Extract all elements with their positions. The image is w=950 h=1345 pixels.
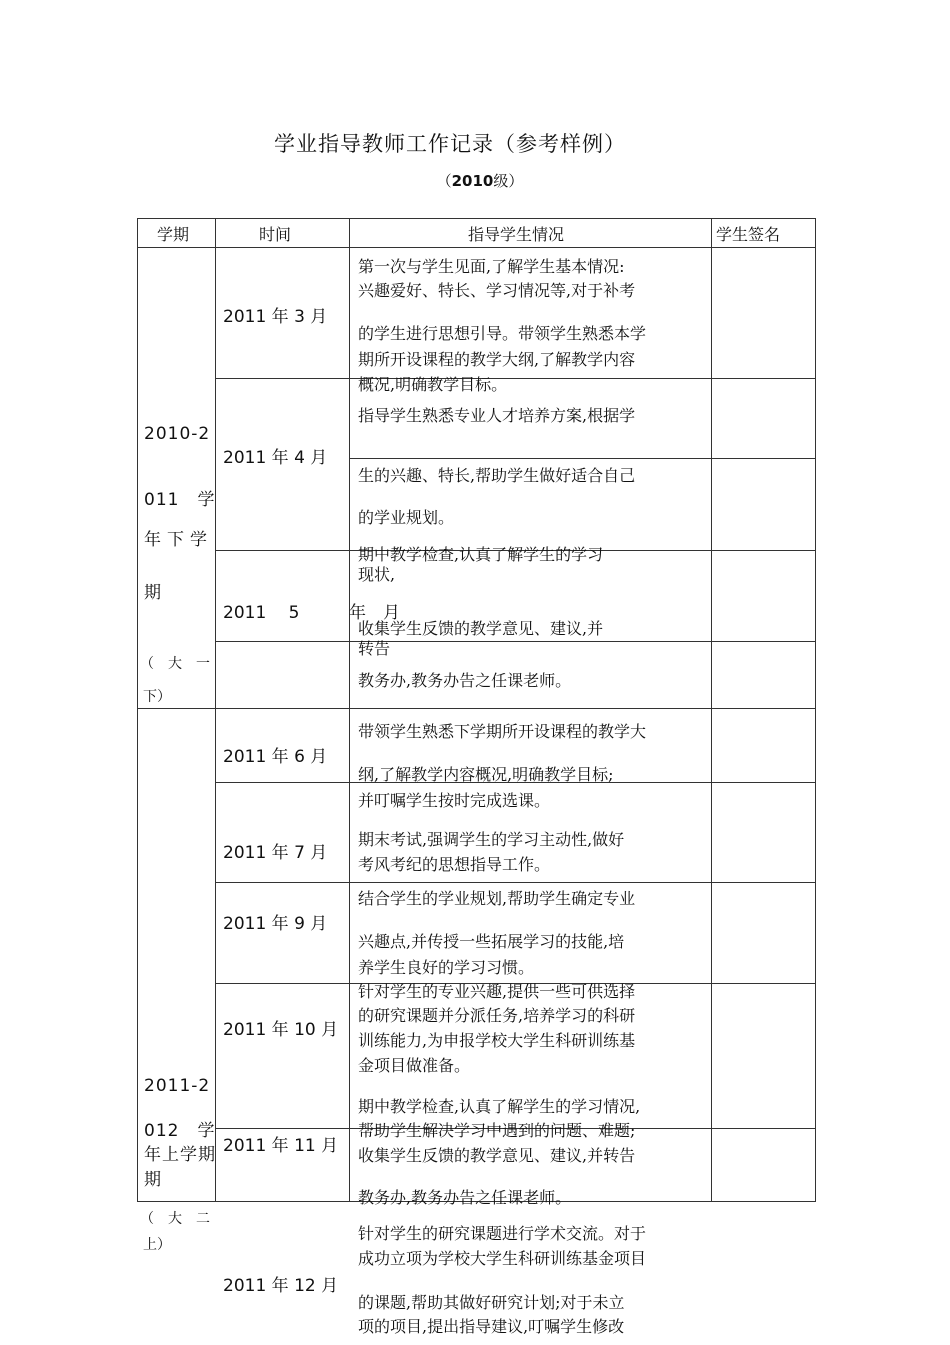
content-line: 期中教学检查,认真了解学生的学习	[358, 545, 604, 564]
table-border-right	[815, 218, 816, 1202]
content-line: 教务办,教务办告之任课老师。	[358, 1188, 572, 1207]
content-line: 现状,	[358, 565, 396, 584]
time-cell: 2011 年 6 月	[223, 747, 328, 767]
table-row-line	[349, 458, 816, 459]
time-cell: 2011 年 12 月	[223, 1276, 339, 1296]
semester-1-note2: 下）	[143, 689, 171, 705]
header-time: 时间	[259, 225, 292, 244]
content-line: 考风考纪的思想指导工作。	[358, 855, 551, 874]
semester-2-line3: 年上学期	[144, 1145, 216, 1165]
time-cell: 2011 年 3 月	[223, 307, 328, 327]
content-line: 概况,明确教学目标。	[358, 375, 508, 394]
content-line: 兴趣点,并传授一些拓展学习的技能,培	[358, 932, 625, 951]
content-line: 针对学生的专业兴趣,提供一些可供选择	[358, 982, 636, 1001]
header-signature: 学生签名	[716, 225, 781, 244]
content-line: 指导学生熟悉专业人才培养方案,根据学	[358, 406, 636, 425]
content-line: 的学业规划。	[358, 508, 455, 527]
content-line: 转告	[358, 639, 391, 658]
table-row-line	[215, 378, 816, 379]
content-line: 成功立项为学校大学生科研训练基金项目	[358, 1249, 647, 1268]
header-semester: 学期	[157, 225, 190, 244]
semester-1-line1: 2010-2	[144, 424, 211, 444]
semester-2-line1: 2011-2	[144, 1076, 211, 1096]
table-border-left	[137, 218, 138, 1202]
semester-2-line4: 期	[144, 1170, 162, 1190]
content-line: 收集学生反馈的教学意见、建议,并	[358, 619, 604, 638]
content-line: 第一次与学生见面,了解学生基本情况:	[358, 257, 625, 276]
subtitle-open: （	[436, 172, 452, 190]
semester-1-line4: 期	[144, 583, 162, 603]
content-line: 的学生进行思想引导。带领学生熟悉本学	[358, 324, 647, 343]
time-cell: 年 月	[349, 603, 400, 623]
table-border-top	[137, 218, 816, 219]
table-row-line	[215, 882, 816, 883]
content-line: 的课题,帮助其做好研究计划;对于未立	[358, 1293, 625, 1312]
semester-2-note1: （ 大 二	[140, 1211, 210, 1227]
content-line: 项的项目,提出指导建议,叮嘱学生修改	[358, 1317, 625, 1336]
content-line: 帮助学生解决学习中遇到的问题、难题;	[358, 1121, 636, 1140]
time-cell: 2011 年 7 月	[223, 843, 328, 863]
content-line: 的研究课题并分派任务,培养学习的科研	[358, 1006, 636, 1025]
time-cell: 2011 年 10 月	[223, 1020, 339, 1040]
content-line: 收集学生反馈的教学意见、建议,并转告	[358, 1146, 636, 1165]
time-cell: 2011 5	[223, 603, 300, 623]
table-header-line	[137, 247, 816, 248]
content-line: 纲,了解教学内容概况,明确教学目标;	[358, 765, 614, 784]
semester-1-line2: 011 学	[144, 490, 216, 510]
content-line: 结合学生的学业规划,帮助学生确定专业	[358, 889, 636, 908]
content-line: 期末考试,强调学生的学习主动性,做好	[358, 830, 625, 849]
semester-1-note1: （ 大 一	[140, 656, 210, 672]
content-line: 并叮嘱学生按时完成选课。	[358, 791, 551, 810]
table-col-line	[349, 218, 350, 1202]
content-line: 期中教学检查,认真了解学生的学习情况,	[358, 1097, 641, 1116]
content-line: 养学生良好的学习习惯。	[358, 958, 535, 977]
header-guidance: 指导学生情况	[468, 225, 565, 244]
content-line: 金项目做准备。	[358, 1056, 471, 1075]
subtitle-suffix: 级）	[493, 172, 524, 190]
time-cell: 2011 年 4 月	[223, 448, 328, 468]
time-cell: 2011 年 11 月	[223, 1136, 339, 1156]
content-line: 带领学生熟悉下学期所开设课程的教学大	[358, 722, 647, 741]
content-line: 期所开设课程的教学大纲,了解教学内容	[358, 350, 636, 369]
page-title: 学业指导教师工作记录（参考样例）	[274, 132, 626, 156]
content-line: 训练能力,为申报学校大学生科研训练基	[358, 1031, 636, 1050]
content-line: 教务办,教务办告之任课老师。	[358, 671, 572, 690]
table-col-line	[711, 218, 712, 1202]
semester-1-line3: 年下学	[144, 530, 213, 550]
semester-2-note2: 上）	[143, 1237, 171, 1253]
semester-2-line2: 012 学	[144, 1121, 216, 1141]
content-line: 兴趣爱好、特长、学习情况等,对于补考	[358, 281, 636, 300]
table-col-line	[215, 218, 216, 1202]
content-line: 生的兴趣、特长,帮助学生做好适合自己	[358, 466, 636, 485]
time-cell: 2011 年 9 月	[223, 914, 328, 934]
subtitle-year: 2010	[451, 172, 494, 190]
page-subtitle	[0, 170, 950, 191]
table-semester-line	[137, 708, 816, 709]
content-line: 针对学生的研究课题进行学术交流。对于	[358, 1224, 647, 1243]
table-row-line	[215, 641, 816, 642]
